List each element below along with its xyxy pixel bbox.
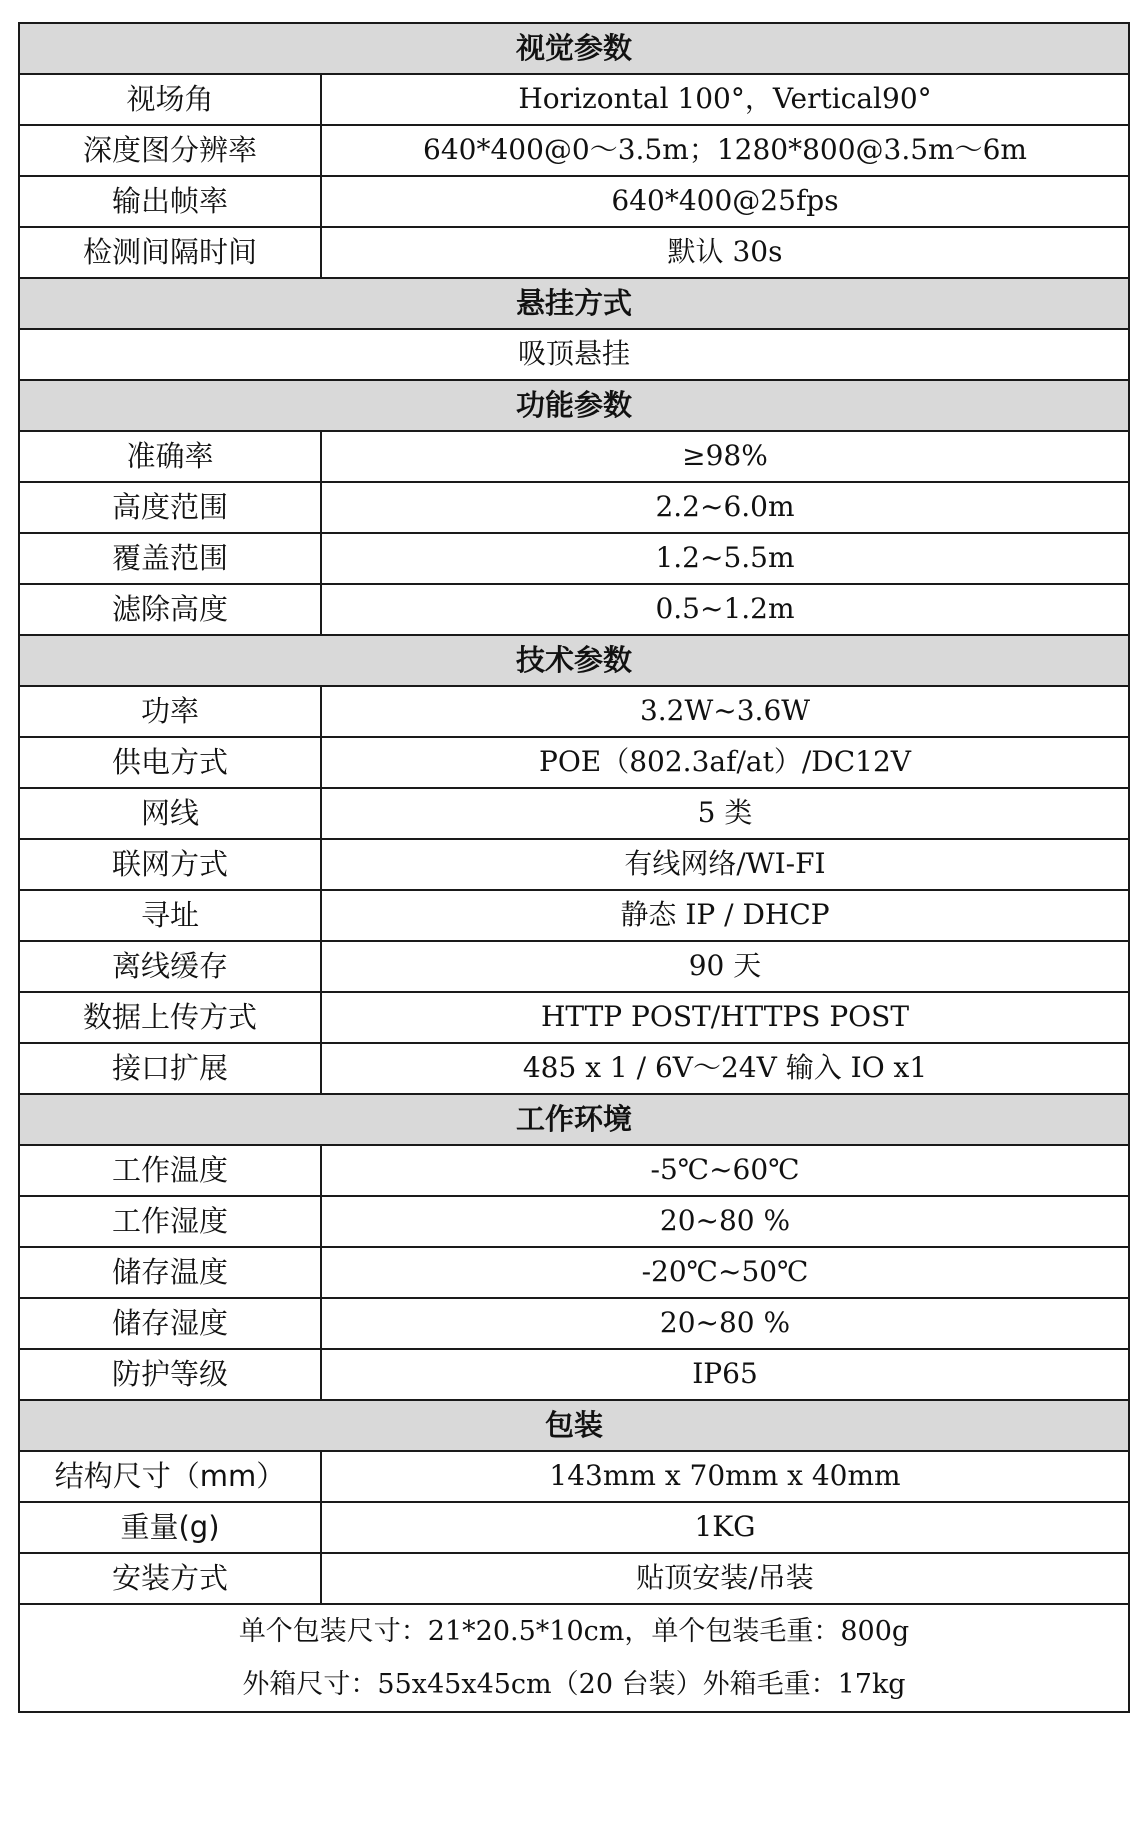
row-value: Horizontal 100°，Vertical90°	[321, 74, 1129, 125]
table-row	[19, 1553, 1129, 1604]
row-label: 功率	[19, 686, 321, 737]
section-header-row	[19, 635, 1129, 686]
row-value: 贴顶安装/吊装	[321, 1553, 1129, 1604]
row-label: 防护等级	[19, 1349, 321, 1400]
row-label: 视场角	[19, 74, 321, 125]
row-value: -5℃~60℃	[321, 1145, 1129, 1196]
table-row	[19, 737, 1129, 788]
row-value: 有线网络/WI-FI	[321, 839, 1129, 890]
row-value: 3.2W~3.6W	[321, 686, 1129, 737]
section-header-row	[19, 23, 1129, 74]
row-label: 高度范围	[19, 482, 321, 533]
row-value: 640*400@0～3.5m；1280*800@3.5m～6m	[321, 125, 1129, 176]
row-value: HTTP POST/HTTPS POST	[321, 992, 1129, 1043]
row-value: 485 x 1 / 6V～24V 输入 IO x1	[321, 1043, 1129, 1094]
section-header-row	[19, 278, 1129, 329]
row-label: 寻址	[19, 890, 321, 941]
row-value: 5 类	[321, 788, 1129, 839]
row-value: IP65	[321, 1349, 1129, 1400]
mounting-value: 吸顶悬挂	[19, 329, 1129, 380]
table-row	[19, 329, 1129, 380]
row-value: POE（802.3af/at）/DC12V	[321, 737, 1129, 788]
section-title-function: 功能参数	[19, 380, 1129, 431]
row-value: 90 天	[321, 941, 1129, 992]
row-label: 数据上传方式	[19, 992, 321, 1043]
row-label: 工作温度	[19, 1145, 321, 1196]
row-value: 1.2~5.5m	[321, 533, 1129, 584]
packaging-notes-row	[19, 1604, 1129, 1712]
row-label: 滤除高度	[19, 584, 321, 635]
table-row	[19, 74, 1129, 125]
section-title-visual: 视觉参数	[19, 23, 1129, 74]
row-label: 联网方式	[19, 839, 321, 890]
section-header-row	[19, 1094, 1129, 1145]
table-row	[19, 227, 1129, 278]
row-value: 640*400@25fps	[321, 176, 1129, 227]
section-header-row	[19, 1400, 1129, 1451]
table-row	[19, 1247, 1129, 1298]
row-value: 2.2~6.0m	[321, 482, 1129, 533]
table-row	[19, 839, 1129, 890]
row-label: 离线缓存	[19, 941, 321, 992]
package-size-note: 单个包装尺寸：21*20.5*10cm，单个包装毛重：800g	[238, 1616, 910, 1647]
table-row	[19, 482, 1129, 533]
table-row	[19, 686, 1129, 737]
section-header-row	[19, 380, 1129, 431]
table-row	[19, 125, 1129, 176]
table-row	[19, 1349, 1129, 1400]
row-value: 1KG	[321, 1502, 1129, 1553]
row-label: 供电方式	[19, 737, 321, 788]
table-row	[19, 1043, 1129, 1094]
table-row	[19, 890, 1129, 941]
table-row	[19, 584, 1129, 635]
table-row	[19, 992, 1129, 1043]
row-label: 深度图分辨率	[19, 125, 321, 176]
row-label: 工作湿度	[19, 1196, 321, 1247]
packaging-notes	[19, 1604, 1129, 1712]
carton-size-note: 外箱尺寸：55x45x45cm（20 台装）外箱毛重：17kg	[242, 1669, 906, 1700]
table-row	[19, 941, 1129, 992]
row-label: 结构尺寸（mm）	[19, 1451, 321, 1502]
table-row	[19, 1451, 1129, 1502]
table-row	[19, 176, 1129, 227]
table-row	[19, 431, 1129, 482]
row-label: 接口扩展	[19, 1043, 321, 1094]
row-value: 20~80 %	[321, 1298, 1129, 1349]
row-label: 储存湿度	[19, 1298, 321, 1349]
row-value: 20~80 %	[321, 1196, 1129, 1247]
row-label: 网线	[19, 788, 321, 839]
row-label: 检测间隔时间	[19, 227, 321, 278]
table-row	[19, 1502, 1129, 1553]
row-label: 覆盖范围	[19, 533, 321, 584]
spec-table	[18, 22, 1130, 1713]
section-title-environment: 工作环境	[19, 1094, 1129, 1145]
row-value: ≥98%	[321, 431, 1129, 482]
row-value: 静态 IP / DHCP	[321, 890, 1129, 941]
section-title-technical: 技术参数	[19, 635, 1129, 686]
table-row	[19, 1196, 1129, 1247]
row-label: 准确率	[19, 431, 321, 482]
row-label: 重量(g)	[19, 1502, 321, 1553]
row-value: 默认 30s	[321, 227, 1129, 278]
table-row	[19, 788, 1129, 839]
row-value: 0.5~1.2m	[321, 584, 1129, 635]
row-value: 143mm x 70mm x 40mm	[321, 1451, 1129, 1502]
row-value: -20℃~50℃	[321, 1247, 1129, 1298]
row-label: 储存温度	[19, 1247, 321, 1298]
table-row	[19, 1298, 1129, 1349]
table-row	[19, 533, 1129, 584]
section-title-mounting: 悬挂方式	[19, 278, 1129, 329]
row-label: 输出帧率	[19, 176, 321, 227]
row-label: 安装方式	[19, 1553, 321, 1604]
section-title-packaging: 包装	[19, 1400, 1129, 1451]
table-row	[19, 1145, 1129, 1196]
